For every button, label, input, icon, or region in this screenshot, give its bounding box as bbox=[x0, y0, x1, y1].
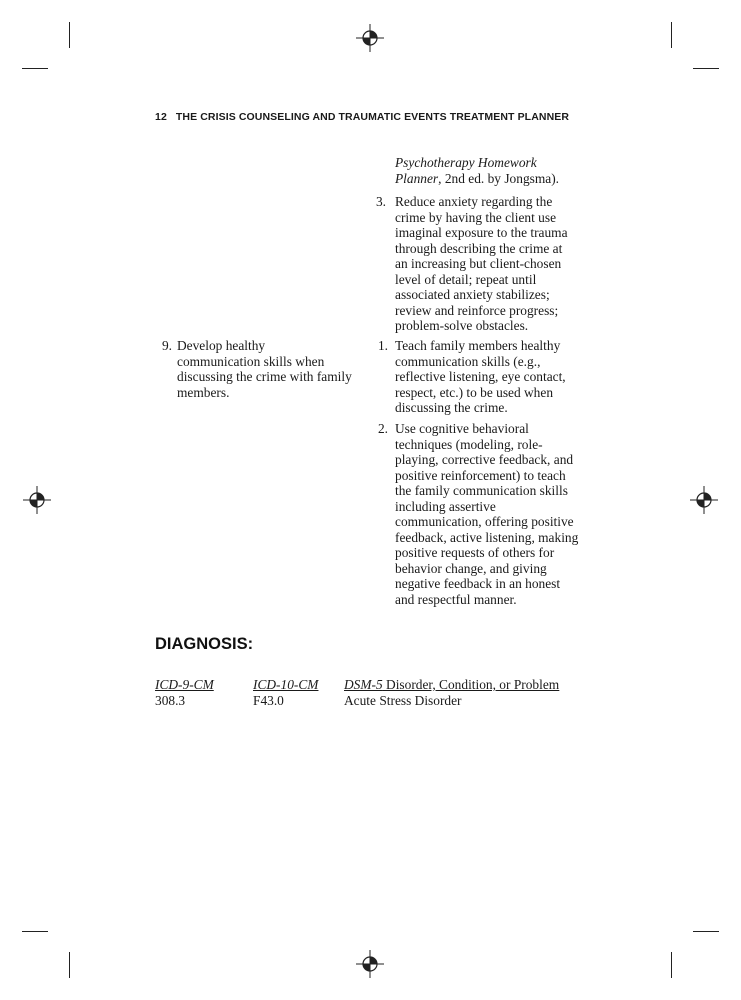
continued-reference bbox=[395, 155, 585, 186]
text-line: communication skills (e.g., bbox=[395, 353, 541, 369]
icd10-code: F43.0 bbox=[253, 693, 284, 708]
item-text bbox=[177, 338, 367, 400]
diagnosis-heading: DIAGNOSIS: bbox=[155, 635, 254, 653]
item-text bbox=[395, 194, 595, 334]
text-line: and respectful manner. bbox=[395, 591, 517, 607]
icd9-header: ICD-9-CM bbox=[155, 677, 214, 692]
dsm-header: DSM-5 Disorder, Condition, or Problem bbox=[344, 677, 560, 692]
text-line: Teach family members healthy bbox=[395, 338, 561, 353]
text-line: respect, etc.) to be used when bbox=[395, 384, 554, 400]
dsm-disorder: Acute Stress Disorder bbox=[344, 693, 462, 708]
text-line: including assertive bbox=[395, 498, 496, 514]
running-title: THE CRISIS COUNSELING AND TRAUMATIC EVENTS TREATMENT PLANNER bbox=[175, 111, 570, 123]
text-line: problem-solve obstacles. bbox=[395, 318, 529, 333]
text-line: crime by having the client use bbox=[395, 209, 557, 225]
icd10-header: ICD-10-CM bbox=[253, 677, 319, 692]
text-line: imaginal exposure to the trauma bbox=[395, 225, 568, 240]
registration-mark-icon bbox=[356, 950, 384, 978]
text-line: review and reinforce progress; bbox=[395, 302, 559, 318]
item-number: 1. bbox=[377, 338, 388, 353]
crop-mark bbox=[671, 952, 672, 978]
text-line: Use cognitive behavioral bbox=[395, 421, 529, 436]
text-line: playing, corrective feedback, and bbox=[395, 452, 574, 467]
item-number: 2. bbox=[377, 421, 388, 436]
reference-rest: , 2nd ed. by Jongsma). bbox=[438, 170, 560, 186]
text-line: positive requests of others for bbox=[395, 545, 555, 560]
text-line: positive reinforcement) to teach bbox=[395, 467, 566, 483]
text-line: Develop healthy bbox=[177, 338, 266, 353]
page-number: 12 bbox=[155, 111, 167, 123]
text-line: reflective listening, eye contact, bbox=[395, 369, 566, 384]
crop-mark bbox=[22, 68, 48, 69]
crop-mark bbox=[22, 931, 48, 932]
book-title: Psychotherapy Homework Planner bbox=[395, 155, 537, 186]
text-line: communication, offering positive bbox=[395, 514, 574, 529]
registration-mark-icon bbox=[356, 24, 384, 52]
crop-mark bbox=[693, 68, 719, 69]
text-line: the family communication skills bbox=[395, 483, 568, 498]
text-line: Reduce anxiety regarding the bbox=[395, 194, 553, 209]
text-line: communication skills when bbox=[177, 353, 325, 369]
running-head bbox=[155, 111, 569, 123]
registration-mark-icon bbox=[23, 486, 51, 514]
text-line: associated anxiety stabilizes; bbox=[395, 287, 550, 302]
crop-mark bbox=[693, 931, 719, 932]
text-line: an increasing but client-chosen bbox=[395, 256, 562, 271]
text-line: behavior change, and giving bbox=[395, 560, 547, 576]
text-line: discussing the crime. bbox=[395, 400, 508, 415]
item-text bbox=[395, 421, 595, 607]
crop-mark bbox=[69, 952, 70, 978]
icd9-code: 308.3 bbox=[155, 693, 186, 708]
crop-mark bbox=[671, 22, 672, 48]
text-line: level of detail; repeat until bbox=[395, 271, 537, 287]
text-line: techniques (modeling, role- bbox=[395, 436, 543, 452]
crop-mark bbox=[69, 22, 70, 48]
text-line: discussing the crime with family bbox=[177, 369, 352, 384]
text-line: through describing the crime at bbox=[395, 240, 563, 256]
text-line: members. bbox=[177, 384, 230, 400]
text-line: negative feedback in an honest bbox=[395, 576, 561, 591]
text-line: feedback, active listening, making bbox=[395, 529, 579, 545]
registration-mark-icon bbox=[690, 486, 718, 514]
item-number: 3. bbox=[375, 194, 386, 209]
item-text bbox=[395, 338, 595, 416]
item-number: 9. bbox=[161, 338, 172, 353]
